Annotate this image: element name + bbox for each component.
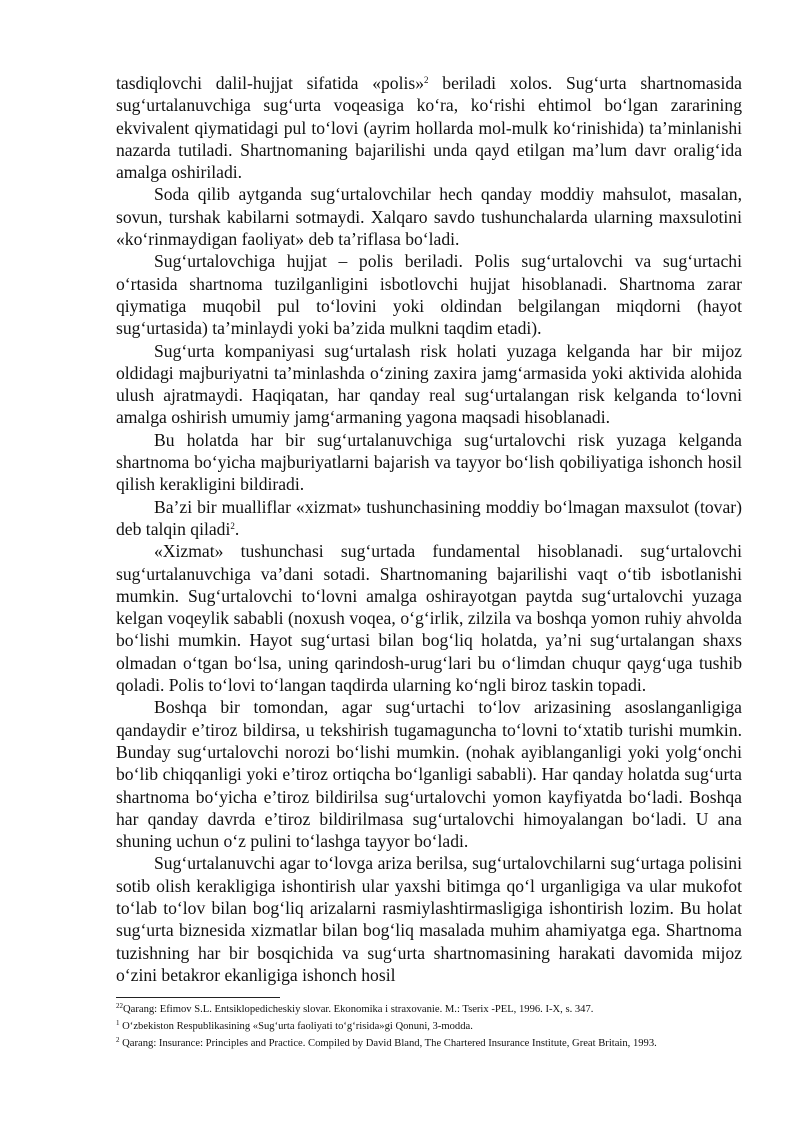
paragraph-4 — [116, 340, 742, 429]
paragraph-3 — [116, 250, 742, 339]
paragraph-text: Sug‘urtalanuvchi agar to‘lovga ariza berilsa, sug‘urtalovchilarni sug‘urtaga polisini sotib olish kerakligiga ishontirish ular yaxshi bitimga qo‘l urganligiga va ular mukofot to‘lab to‘lov bilan bog‘liq arizalarni rasmiylashtirmasligiga ishontirish lozim. Bu holat sug‘urta biznesida xizmatlar bilan bog‘liq masalada muhim ahamiyatga ega. Shartnoma tuzishning har bir bosqichida va sug‘urta shartnomasining harakati davomida mijoz o‘zini betakror ekanligiga ishonch hosil — [116, 853, 742, 985]
paragraph-text: Soda qilib aytganda sug‘urtalovchilar hech qanday moddiy mahsulot, masalan, sovun, turshak kabilarni sotmaydi. Xalqaro savdo tushunchalarda ularning maxsulotini «ko‘rinmaydigan faoliyat» deb ta’riflasa bo‘ladi. — [116, 184, 742, 250]
footnote-marker: 22 — [116, 1002, 123, 1010]
footnote-2 — [116, 1018, 756, 1035]
paragraph-text-continued: . — [234, 518, 240, 539]
footnote-divider — [116, 997, 280, 998]
footnote-marker: 1 — [116, 1019, 120, 1027]
paragraph-text-continued: beriladi xolos. Sug‘urta shartnomasida sug‘urtalanuvchiga sug‘urta voqeasiga ko‘ra, ko‘rishi ehtimol bo‘lgan zararining ekvivalent qiymatidagi pul to‘lovi (ayrim hollarda mol-mulk ko‘rinishida) ta’minlanishi nazarda tutiladi. Shartnomaning bajarilishi unda qayd etilgan ma’lum davr oralig‘ida amalga oshiriladi. — [116, 73, 742, 183]
paragraph-8 — [116, 696, 742, 852]
footnote-text: O‘zbekiston Respublikasining «Sug‘urta faoliyati to‘g‘risida»gi Qonuni, 3-modda. — [119, 1021, 473, 1032]
paragraph-text: tasdiqlovchi dalil-hujjat sifatida «polis» — [116, 73, 425, 93]
paragraph-6 — [116, 496, 742, 541]
paragraph-9 — [116, 852, 742, 986]
paragraph-5 — [116, 429, 742, 496]
footnote-marker: 2 — [116, 1036, 120, 1044]
paragraph-text: Sug‘urta kompaniyasi sug‘urtalash risk holati yuzaga kelganda har bir mijoz oldidagi majburiyatni ta’minlashda o‘zining zaxira jamg‘armasida yoki aktivida alohida ulush ajratmaydi. Haqiqatan, har qanday real sug‘urtalangan risk kelganda to‘lovni amalga oshirish umumiy jamg‘armaning yagona maqsadi hisoblanadi. — [116, 340, 742, 428]
paragraph-text: Bu holatda har bir sug‘urtalanuvchiga sug‘urtalovchi risk yuzaga kelganda shartnoma bo‘yicha majburiyatlarni bajarish va tayyor bo‘lish qobiliyatiga ishonch hosil qilish kerakligini bildiradi. — [116, 429, 742, 495]
paragraph-2 — [116, 183, 742, 250]
footnote-3 — [116, 1035, 756, 1052]
paragraph-1 — [116, 72, 742, 183]
paragraph-7 — [116, 540, 742, 696]
body-text — [116, 72, 742, 986]
footnote-1 — [116, 1001, 756, 1018]
footnote-text: Qarang: Efimov S.L. Entsiklopedicheskiy slovar. Ekonomika i straxovanie. M.: Tserix -PEL, 1996. I-X, s. 347. — [123, 1004, 594, 1015]
paragraph-text: Sug‘urtalovchiga hujjat – polis beriladi. Polis sug‘urtalovchi va sug‘urtachi o‘rtasida shartnoma tuzilganligini isbotlovchi hujjat hisoblanadi. Shartnoma zarar qiymatiga muqobil pul to‘lovini yoki oldindan belgilangan miqdorni (hayot sug‘urtasida) ta’minlaydi yoki ba’zida mulkni taqdim etadi). — [116, 251, 742, 339]
footnote-ref: 2 — [424, 75, 429, 85]
paragraph-text: Ba’zi bir mualliflar «xizmat» tushunchasining moddiy bo‘lmagan maxsulot (tovar) deb talqin qiladi — [116, 496, 742, 539]
footnote-text: Qarang: Insurance: Principles and Practice. Compiled by David Bland, The Chartered Insurance Institute, Great Britain, 1993. — [119, 1038, 657, 1049]
paragraph-text: «Xizmat» tushunchasi sug‘urtada fundamental hisoblanadi. sug‘urtalovchi sug‘urtalanuvchiga va’dani sotadi. Shartnomaning bajarilishi vaqt o‘tib isbotlanishi mumkin. Sug‘urtalovchi to‘lovni amalga oshirayotgan paytda sug‘urtalovchi yuzaga kelgan voqeylik sababli (noxush voqea, o‘g‘irlik, zilzila va boshqa yomon ruhiy ahvolda bo‘lishi mumkin. Hayot sug‘urtasi bilan bog‘liq holatda, ya’ni sug‘urtalangan shaxs olmadan o‘tgan bo‘lsa, uning qarindosh-urug‘lari bu o‘limdan chuqur qayg‘uga tushib qoladi. Polis to‘lovi to‘langan taqdirda ularning ko‘ngli biroz taskin topadi. — [116, 541, 742, 696]
footnote-ref: 2 — [230, 520, 235, 531]
footnotes — [116, 1001, 756, 1052]
paragraph-text: Boshqa bir tomondan, agar sug‘urtachi to‘lov arizasining asoslanganligiga qandaydir e’tiroz bildirsa, u tekshirish tugamaguncha to‘lovni to‘xtatib turishi mumkin. Bunday sug‘urtalovchi norozi bo‘lishi mumkin. (nohak ayiblanganligi yoki yolg‘onchi bo‘lib chiqqanligi yoki e’tiroz ortiqcha bo‘lganligi sababli). Har qanday holatda sug‘urta shartnoma bo‘yicha e’tiroz bildirilsa sug‘urtalovchi yomon kayfiyatda bo‘ladi. Boshqa har qanday davrda e’tiroz bildirilmasa sug‘urtalovchi himoyalangan bo‘ladi. U ana shuning uchun o‘z pulini to‘lashga tayyor bo‘ladi. — [116, 697, 742, 852]
